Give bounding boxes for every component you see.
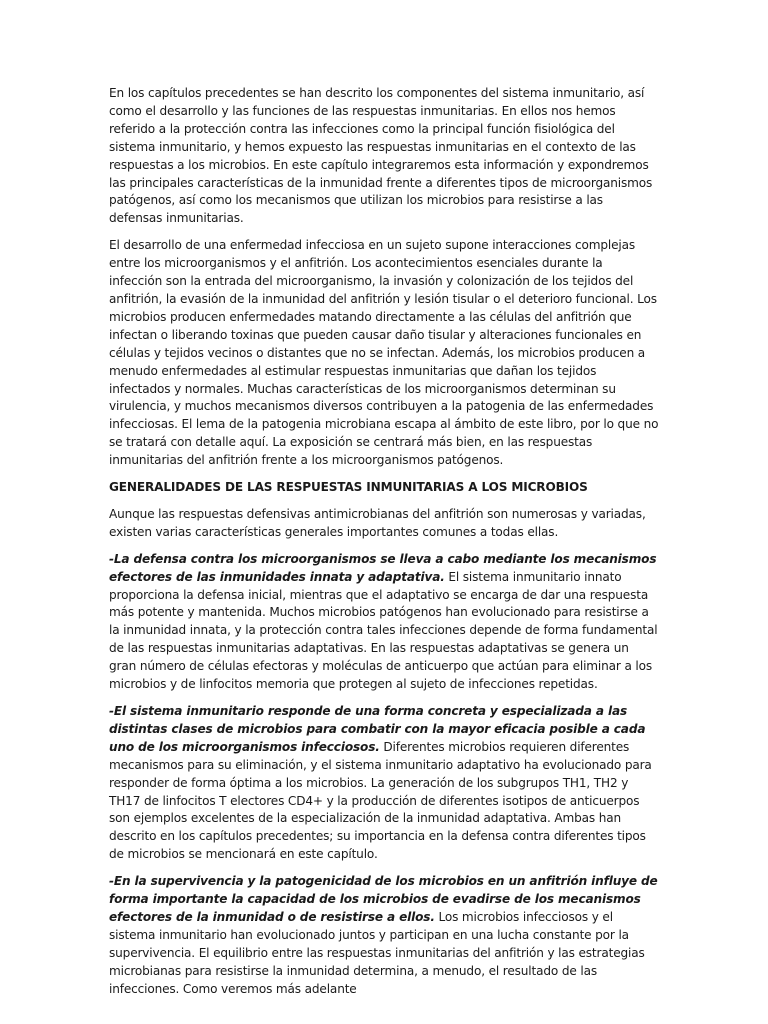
point-1-paragraph (109, 551, 659, 694)
point-2-body: Diferentes microbios requieren diferentes mecanismos para su eliminación, y el sistema inmunitario adaptativo ha evolucionado para responder de forma óptima a los microbios. La generación de los subgrupos TH1, TH2 y TH17 de linfocitos T electores CD4+ y la producción de diferentes isotipos de anticuerpos son ejemplos excelentes de la especialización de la inmunidad adaptativa. Ambas han descrito en los capítulos precedentes; su importancia en la defensa contra diferentes tipos de microbios se mencionará en este capítulo. (109, 739, 652, 862)
point-1-body: El sistema inmunitario innato proporciona la defensa inicial, mientras que el adaptativo se encarga de dar una respuesta más potente y mantenida. Muchos microbios patógenos han evolucionado para resistirse a la inmunidad innata, y la protección contra tales infecciones depende de forma fundamental de las respuestas inmunitarias adaptativas. En las respuestas adaptativas se genera un gran número de células efectoras y moléculas de anticuerpo que actúan para eliminar a los microbios y de linfocitos memoria que protegen al sujeto de infecciones repetidas. (109, 569, 658, 692)
document-page (109, 85, 659, 1008)
point-3-body: Los microbios infecciosos y el sistema inmunitario han evolucionado juntos y participan en una lucha constante por la supervivencia. El equilibrio entre las respuestas inmunitarias del anfitrión y las estrategias microbianas para resistirse la inmunidad determina, a menudo, el resultado de las infecciones. Como veremos más adelante (109, 909, 645, 996)
general-features-paragraph: Aunque las respuestas defensivas antimicrobianas del anfitrión son numerosas y variadas, existen varias características generales importantes comunes a todas ellas. (109, 506, 646, 539)
section-heading: GENERALIDADES DE LAS RESPUESTAS INMUNITARIAS A LOS MICROBIOS (109, 480, 588, 495)
infection-paragraph: El desarrollo de una enfermedad infecciosa en un sujeto supone interacciones complejas entre los microorganismos y el anfitrión. Los acontecimientos esenciales durante la infección son la entrada del microorganismo, la invasión y colonización de los tejidos del anfitrión, la evasión de la inmunidad del anfitrión y lesión tisular o el deterioro funcional. Los microbios producen enfermedades matando directamente a las células del anfitrión que infectan o liberando toxinas que pueden causar daño tisular y alteraciones funcionales en células y tejidos vecinos o distantes que no se infectan. Además, los microbios producen a menudo enfermedades al estimular respuestas inmunitarias que dañan los tejidos infectados y normales. Muchas características de los microorganismos determinan su virulencia, y muchos mecanismos diversos contribuyen a la patogenia de las enfermedades infecciosas. El lema de la patogenia microbiana escapa al ámbito de este libro, por lo que no se tratará con detalle aquí. La exposición se centrará más bien, en las respuestas inmunitarias del anfitrión frente a los microorganismos patógenos. (109, 238, 659, 468)
point-2-lead: -El sistema inmunitario responde de una forma concreta y especializada a las distintas clases de microbios para combatir con la mayor eficacia posible a cada uno de los microorganismos infecciosos. (109, 704, 646, 754)
point-2-paragraph (109, 703, 659, 864)
point-3-lead: -En la supervivencia y la patogenicidad de los microbios en un anfitrión influye de forma importante la capacidad de los microbios de evadirse de los mecanismos efectores de la inmunidad o de resistirse a ellos. (109, 874, 658, 924)
point-3-paragraph (109, 873, 659, 998)
intro-paragraph: En los capítulos precedentes se han descrito los componentes del sistema inmunitario, así como el desarrollo y las funciones de las respuestas inmunitarias. En ellos nos hemos referido a la protección contra las infecciones como la principal función fisiológica del sistema inmunitario, y hemos expuesto las respuestas inmunitarias en el contexto de las respuestas a los microbios. En este capítulo integraremos esta información y expondremos las principales características de la inmunidad frente a diferentes tipos de microorganismos patógenos, así como los mecanismos que utilizan los microbios para resistirse a las defensas inmunitarias. (109, 86, 653, 226)
point-1-lead: -La defensa contra los microorganismos se lleva a cabo mediante los mecanismos efectores de las inmunidades innata y adaptativa. (109, 551, 657, 584)
